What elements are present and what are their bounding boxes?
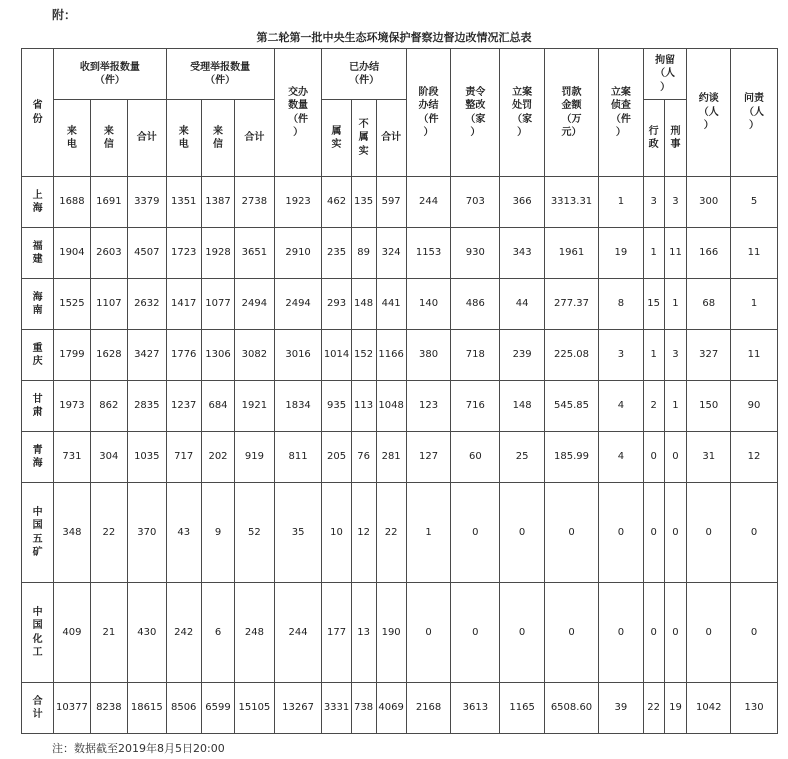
cell-investigation: 4 xyxy=(599,432,644,483)
province-cell: 甘 肃 xyxy=(22,381,54,432)
header-fine-amount-label: 罚款 金额 （万 元） xyxy=(561,86,582,138)
cell-acc-letter: 684 xyxy=(201,381,234,432)
cell-concluded-total: 324 xyxy=(376,228,406,279)
cell-stage: 140 xyxy=(406,279,451,330)
cell-concluded-total: 4069 xyxy=(376,683,406,734)
cell-acc-letter: 202 xyxy=(201,432,234,483)
cell-acc-total: 3651 xyxy=(235,228,275,279)
header-det-admin xyxy=(643,100,664,177)
cell-investigation: 4 xyxy=(599,381,644,432)
cell-det-criminal: 1 xyxy=(664,279,687,330)
cell-acc-phone: 1776 xyxy=(166,330,201,381)
cell-accountability: 11 xyxy=(731,228,778,279)
cell-penalty: 25 xyxy=(500,432,545,483)
cell-det-criminal: 0 xyxy=(664,432,687,483)
header-verified xyxy=(322,100,351,177)
cell-concluded-total: 22 xyxy=(376,483,406,583)
cell-accountability: 90 xyxy=(731,381,778,432)
cell-recv-phone: 1688 xyxy=(54,177,90,228)
header-det-admin-label: 行 政 xyxy=(648,125,659,150)
header-province xyxy=(22,49,54,177)
header-acc-letter xyxy=(201,100,234,177)
cell-not-verified: 76 xyxy=(351,432,376,483)
cell-concluded-total: 1048 xyxy=(376,381,406,432)
cell-recv-phone: 1799 xyxy=(54,330,90,381)
header-case-penalty xyxy=(500,49,545,177)
cell-rectify: 716 xyxy=(451,381,500,432)
cell-recv-phone: 1525 xyxy=(54,279,90,330)
cell-interview: 0 xyxy=(687,483,731,583)
province-cell: 福 建 xyxy=(22,228,54,279)
cell-stage: 2168 xyxy=(406,683,451,734)
cell-recv-letter: 21 xyxy=(90,583,127,683)
cell-penalty: 148 xyxy=(500,381,545,432)
header-detention-group-label: 拘留 （人 ） xyxy=(655,54,676,93)
cell-det-admin: 22 xyxy=(643,683,664,734)
cell-investigation: 0 xyxy=(599,483,644,583)
table-row xyxy=(22,279,778,330)
header-stage-concluded xyxy=(406,49,451,177)
cell-acc-phone: 1237 xyxy=(166,381,201,432)
cell-interview: 166 xyxy=(687,228,731,279)
cell-investigation: 1 xyxy=(599,177,644,228)
cell-det-admin: 15 xyxy=(643,279,664,330)
cell-recv-letter: 1691 xyxy=(90,177,127,228)
header-accepted-group-label: 受理举报数量 （件） xyxy=(190,61,251,86)
cell-not-verified: 113 xyxy=(351,381,376,432)
cell-accountability: 130 xyxy=(731,683,778,734)
header-transferred-label: 交办 数量 （件 ） xyxy=(288,86,309,138)
cell-acc-letter: 1928 xyxy=(201,228,234,279)
cell-concluded-total: 441 xyxy=(376,279,406,330)
cell-investigation: 39 xyxy=(599,683,644,734)
cell-penalty: 0 xyxy=(500,483,545,583)
cell-transferred: 244 xyxy=(274,583,322,683)
cell-recv-total: 2632 xyxy=(128,279,166,330)
table-row xyxy=(22,483,778,583)
header-stage-concluded-label: 阶段 办结 （件 ） xyxy=(418,86,439,138)
cell-interview: 31 xyxy=(687,432,731,483)
header-acc-total-label: 合计 xyxy=(244,132,265,144)
header-province-label: 省 份 xyxy=(32,100,43,125)
cell-not-verified: 89 xyxy=(351,228,376,279)
attachment-label: 附： xyxy=(52,8,77,22)
header-detention-group xyxy=(643,49,687,100)
cell-rectify: 3613 xyxy=(451,683,500,734)
header-accountability-label: 问责 （人 ） xyxy=(744,93,765,132)
header-not-verified-label: 不 属 实 xyxy=(358,118,369,157)
cell-not-verified: 152 xyxy=(351,330,376,381)
cell-acc-letter: 1306 xyxy=(201,330,234,381)
header-acc-phone xyxy=(166,100,201,177)
cell-recv-phone: 1973 xyxy=(54,381,90,432)
cell-fine: 545.85 xyxy=(544,381,598,432)
cell-det-admin: 0 xyxy=(643,483,664,583)
header-row-sub xyxy=(22,100,778,177)
cell-transferred: 2494 xyxy=(274,279,322,330)
footnote: 注：数据截至2019年8月5日20:00 xyxy=(52,742,225,755)
header-case-investigation-label: 立案 侦查 （件 ） xyxy=(610,86,631,138)
header-recv-total xyxy=(128,100,166,177)
cell-acc-total: 2738 xyxy=(235,177,275,228)
cell-det-criminal: 0 xyxy=(664,583,687,683)
cell-verified: 10 xyxy=(322,483,351,583)
cell-det-admin: 0 xyxy=(643,583,664,683)
cell-recv-total: 4507 xyxy=(128,228,166,279)
cell-recv-total: 430 xyxy=(128,583,166,683)
cell-recv-phone: 409 xyxy=(54,583,90,683)
cell-accountability: 0 xyxy=(731,483,778,583)
cell-accountability: 12 xyxy=(731,432,778,483)
cell-penalty: 366 xyxy=(500,177,545,228)
cell-stage: 1153 xyxy=(406,228,451,279)
cell-stage: 244 xyxy=(406,177,451,228)
cell-recv-phone: 10377 xyxy=(54,683,90,734)
cell-not-verified: 738 xyxy=(351,683,376,734)
cell-stage: 0 xyxy=(406,583,451,683)
cell-verified: 205 xyxy=(322,432,351,483)
header-acc-letter-label: 来 信 xyxy=(213,125,223,150)
cell-fine: 6508.60 xyxy=(544,683,598,734)
cell-acc-phone: 717 xyxy=(166,432,201,483)
cell-transferred: 2910 xyxy=(274,228,322,279)
cell-rectify: 930 xyxy=(451,228,500,279)
cell-recv-letter: 2603 xyxy=(90,228,127,279)
cell-not-verified: 13 xyxy=(351,583,376,683)
header-recv-phone xyxy=(54,100,90,177)
cell-det-criminal: 19 xyxy=(664,683,687,734)
cell-verified: 235 xyxy=(322,228,351,279)
cell-acc-total: 1921 xyxy=(235,381,275,432)
cell-transferred: 1923 xyxy=(274,177,322,228)
cell-interview: 327 xyxy=(687,330,731,381)
cell-recv-letter: 22 xyxy=(90,483,127,583)
cell-recv-total: 1035 xyxy=(128,432,166,483)
cell-recv-letter: 1628 xyxy=(90,330,127,381)
table-row xyxy=(22,432,778,483)
cell-recv-total: 2835 xyxy=(128,381,166,432)
cell-fine: 185.99 xyxy=(544,432,598,483)
cell-interview: 150 xyxy=(687,381,731,432)
table-body xyxy=(22,49,778,734)
cell-recv-total: 370 xyxy=(128,483,166,583)
header-case-investigation xyxy=(599,49,644,177)
cell-penalty: 239 xyxy=(500,330,545,381)
cell-penalty: 0 xyxy=(500,583,545,683)
cell-acc-total: 52 xyxy=(235,483,275,583)
cell-rectify: 703 xyxy=(451,177,500,228)
header-accountability xyxy=(731,49,778,177)
cell-transferred: 13267 xyxy=(274,683,322,734)
header-received-group xyxy=(54,49,166,100)
cell-fine: 277.37 xyxy=(544,279,598,330)
cell-det-criminal: 1 xyxy=(664,381,687,432)
cell-transferred: 1834 xyxy=(274,381,322,432)
cell-det-admin: 2 xyxy=(643,381,664,432)
cell-penalty: 44 xyxy=(500,279,545,330)
province-cell: 重 庆 xyxy=(22,330,54,381)
cell-accountability: 5 xyxy=(731,177,778,228)
cell-recv-total: 3379 xyxy=(128,177,166,228)
cell-interview: 300 xyxy=(687,177,731,228)
cell-verified: 3331 xyxy=(322,683,351,734)
cell-not-verified: 12 xyxy=(351,483,376,583)
cell-acc-total: 3082 xyxy=(235,330,275,381)
province-cell: 合 计 xyxy=(22,683,54,734)
cell-interview: 0 xyxy=(687,583,731,683)
cell-recv-letter: 8238 xyxy=(90,683,127,734)
cell-investigation: 19 xyxy=(599,228,644,279)
cell-interview: 1042 xyxy=(687,683,731,734)
cell-transferred: 3016 xyxy=(274,330,322,381)
cell-verified: 293 xyxy=(322,279,351,330)
header-recv-total-label: 合计 xyxy=(136,132,157,144)
cell-not-verified: 148 xyxy=(351,279,376,330)
header-row-group xyxy=(22,49,778,100)
cell-recv-letter: 304 xyxy=(90,432,127,483)
cell-stage: 380 xyxy=(406,330,451,381)
cell-concluded-total: 597 xyxy=(376,177,406,228)
header-case-penalty-label: 立案 处罚 （家 ） xyxy=(512,86,533,138)
summary-table xyxy=(21,48,778,734)
header-ordered-rectify xyxy=(451,49,500,177)
header-acc-total xyxy=(235,100,275,177)
cell-acc-total: 15105 xyxy=(235,683,275,734)
cell-det-criminal: 3 xyxy=(664,330,687,381)
cell-recv-total: 18615 xyxy=(128,683,166,734)
cell-recv-letter: 1107 xyxy=(90,279,127,330)
cell-recv-total: 3427 xyxy=(128,330,166,381)
cell-recv-letter: 862 xyxy=(90,381,127,432)
cell-accountability: 1 xyxy=(731,279,778,330)
cell-stage: 123 xyxy=(406,381,451,432)
cell-acc-phone: 43 xyxy=(166,483,201,583)
province-cell: 中 国 五 矿 xyxy=(22,483,54,583)
header-recv-letter xyxy=(90,100,127,177)
cell-det-admin: 1 xyxy=(643,330,664,381)
cell-penalty: 343 xyxy=(500,228,545,279)
cell-concluded-total: 281 xyxy=(376,432,406,483)
cell-acc-letter: 6599 xyxy=(201,683,234,734)
cell-acc-total: 2494 xyxy=(235,279,275,330)
cell-fine: 1961 xyxy=(544,228,598,279)
cell-rectify: 718 xyxy=(451,330,500,381)
cell-verified: 1014 xyxy=(322,330,351,381)
cell-investigation: 3 xyxy=(599,330,644,381)
cell-acc-total: 919 xyxy=(235,432,275,483)
page-title: 第二轮第一批中央生态环境保护督察边督边改情况汇总表 xyxy=(256,31,532,44)
cell-acc-letter: 1387 xyxy=(201,177,234,228)
province-cell: 海 南 xyxy=(22,279,54,330)
cell-verified: 177 xyxy=(322,583,351,683)
cell-acc-phone: 8506 xyxy=(166,683,201,734)
header-fine-amount xyxy=(544,49,598,177)
header-verified-label: 属 实 xyxy=(331,125,342,150)
province-cell: 青 海 xyxy=(22,432,54,483)
cell-fine: 225.08 xyxy=(544,330,598,381)
cell-stage: 1 xyxy=(406,483,451,583)
cell-acc-letter: 6 xyxy=(201,583,234,683)
cell-investigation: 0 xyxy=(599,583,644,683)
table-row xyxy=(22,330,778,381)
cell-concluded-total: 190 xyxy=(376,583,406,683)
cell-penalty: 1165 xyxy=(500,683,545,734)
cell-fine: 0 xyxy=(544,483,598,583)
cell-det-admin: 1 xyxy=(643,228,664,279)
header-accepted-group xyxy=(166,49,274,100)
table-row xyxy=(22,683,778,734)
cell-recv-phone: 731 xyxy=(54,432,90,483)
province-cell: 中 国 化 工 xyxy=(22,583,54,683)
header-det-criminal xyxy=(664,100,687,177)
cell-not-verified: 135 xyxy=(351,177,376,228)
header-interview xyxy=(687,49,731,177)
cell-acc-phone: 242 xyxy=(166,583,201,683)
table-row xyxy=(22,381,778,432)
header-recv-letter-label: 来 信 xyxy=(103,125,114,150)
header-transferred xyxy=(274,49,322,177)
table-row xyxy=(22,228,778,279)
cell-investigation: 8 xyxy=(599,279,644,330)
cell-det-criminal: 11 xyxy=(664,228,687,279)
header-det-criminal-label: 刑 事 xyxy=(670,125,681,150)
cell-acc-phone: 1417 xyxy=(166,279,201,330)
header-concluded-group-label: 已办结 （件） xyxy=(349,61,380,86)
cell-det-admin: 0 xyxy=(643,432,664,483)
table-row xyxy=(22,177,778,228)
cell-accountability: 0 xyxy=(731,583,778,683)
header-recv-phone-label: 来 电 xyxy=(66,125,77,150)
cell-det-criminal: 3 xyxy=(664,177,687,228)
cell-acc-letter: 9 xyxy=(201,483,234,583)
header-not-verified xyxy=(351,100,376,177)
cell-acc-phone: 1351 xyxy=(166,177,201,228)
header-concluded-total xyxy=(376,100,406,177)
header-received-group-label: 收到举报数量 （件） xyxy=(79,61,140,86)
cell-rectify: 0 xyxy=(451,583,500,683)
table-row xyxy=(22,583,778,683)
header-concluded-group xyxy=(322,49,406,100)
cell-rectify: 60 xyxy=(451,432,500,483)
cell-stage: 127 xyxy=(406,432,451,483)
province-cell: 上 海 xyxy=(22,177,54,228)
header-ordered-rectify-label: 责令 整改 （家 ） xyxy=(465,86,486,138)
cell-fine: 0 xyxy=(544,583,598,683)
header-interview-label: 约谈 （人 ） xyxy=(698,93,719,132)
cell-transferred: 811 xyxy=(274,432,322,483)
cell-verified: 462 xyxy=(322,177,351,228)
cell-acc-phone: 1723 xyxy=(166,228,201,279)
cell-rectify: 0 xyxy=(451,483,500,583)
cell-interview: 68 xyxy=(687,279,731,330)
cell-fine: 3313.31 xyxy=(544,177,598,228)
cell-acc-letter: 1077 xyxy=(201,279,234,330)
cell-det-criminal: 0 xyxy=(664,483,687,583)
cell-transferred: 35 xyxy=(274,483,322,583)
cell-acc-total: 248 xyxy=(235,583,275,683)
cell-recv-phone: 348 xyxy=(54,483,90,583)
cell-concluded-total: 1166 xyxy=(376,330,406,381)
cell-verified: 935 xyxy=(322,381,351,432)
cell-rectify: 486 xyxy=(451,279,500,330)
cell-accountability: 11 xyxy=(731,330,778,381)
header-acc-phone-label: 来 电 xyxy=(178,125,189,150)
cell-recv-phone: 1904 xyxy=(54,228,90,279)
cell-det-admin: 3 xyxy=(643,177,664,228)
header-concluded-total-label: 合计 xyxy=(381,132,402,144)
